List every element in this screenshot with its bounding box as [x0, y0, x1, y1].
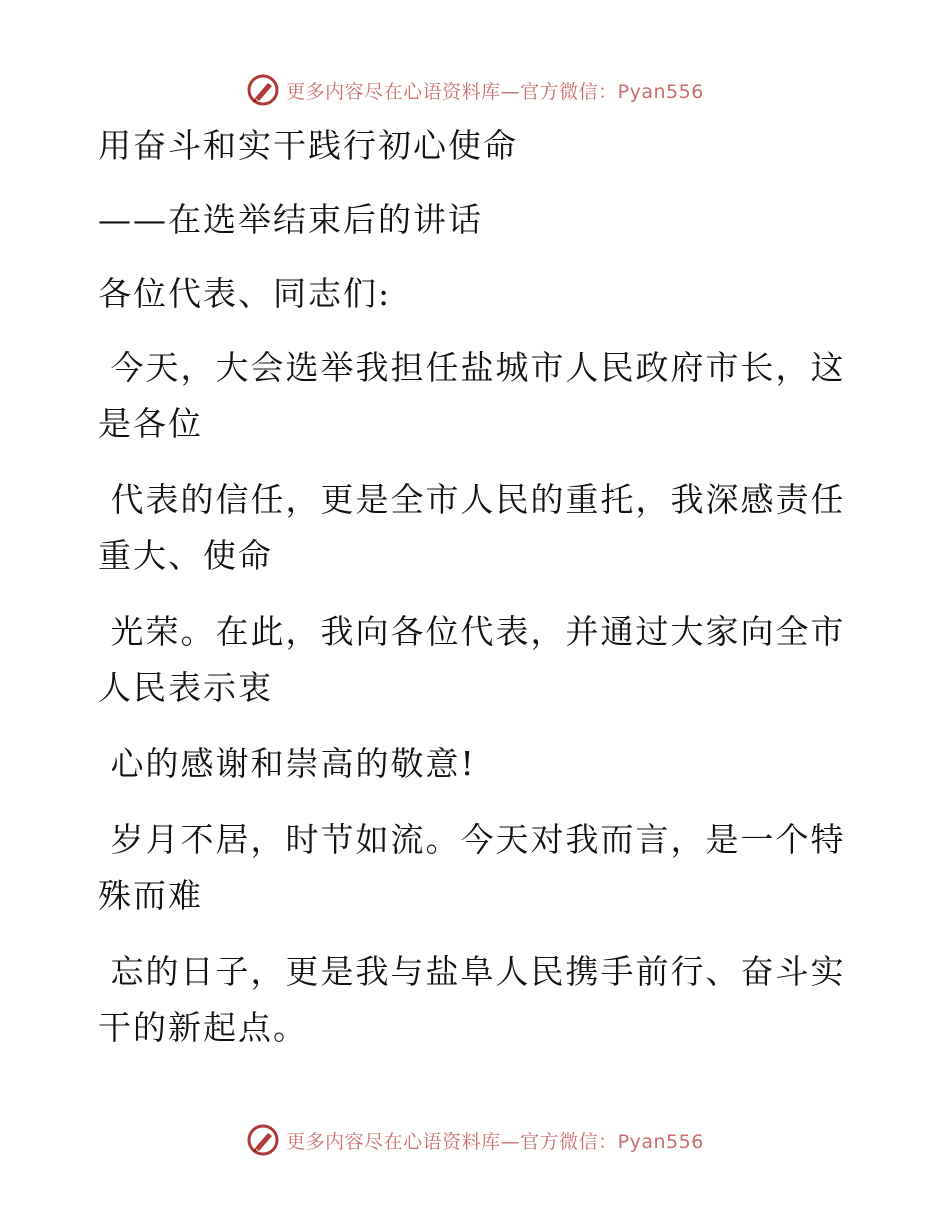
watermark-text: 更多内容尽在心语资料库—官方微信：Pyan556 [286, 80, 704, 103]
paragraph-line-continued: 干的新起点。 [98, 1008, 308, 1047]
greeting: 各位代表、同志们: [98, 274, 392, 313]
document-body [98, 118, 846, 1056]
document-title: 用奋斗和实干践行初心使命 [98, 126, 518, 165]
paragraph [98, 736, 838, 792]
pen-logo-icon [246, 73, 280, 107]
paragraph [98, 472, 846, 584]
pen-logo-icon [246, 1123, 280, 1157]
paragraph [98, 340, 846, 452]
paragraph [98, 604, 846, 716]
paragraph-line: 忘的日子，更是我与盐阜人民携手前行、奋斗实 [98, 952, 846, 991]
paragraph-line: 心的感谢和崇高的敬意! [98, 744, 476, 783]
header-watermark [0, 70, 950, 110]
watermark-text: 更多内容尽在心语资料库—官方微信：Pyan556 [286, 1130, 704, 1153]
paragraph-line: 岁月不居，时节如流。今天对我而言，是一个特 [98, 820, 846, 859]
paragraph-line: 代表的信任，更是全市人民的重托，我深感责任 [98, 480, 846, 519]
paragraph [98, 812, 846, 924]
paragraph [98, 944, 846, 1056]
paragraph-line-continued: 是各位 [98, 404, 203, 443]
paragraph-line-continued: 人民表示衷 [98, 668, 273, 707]
footer-watermark [0, 1120, 950, 1160]
paragraph-line: 今天，大会选举我担任盐城市人民政府市长，这 [98, 348, 846, 387]
paragraph-line-continued: 殊而难 [98, 876, 203, 915]
document-subtitle: ——在选举结束后的讲话 [98, 200, 483, 239]
paragraph-line-continued: 重大、使命 [98, 536, 273, 575]
paragraph-line: 光荣。在此，我向各位代表，并通过大家向全市 [98, 612, 846, 651]
